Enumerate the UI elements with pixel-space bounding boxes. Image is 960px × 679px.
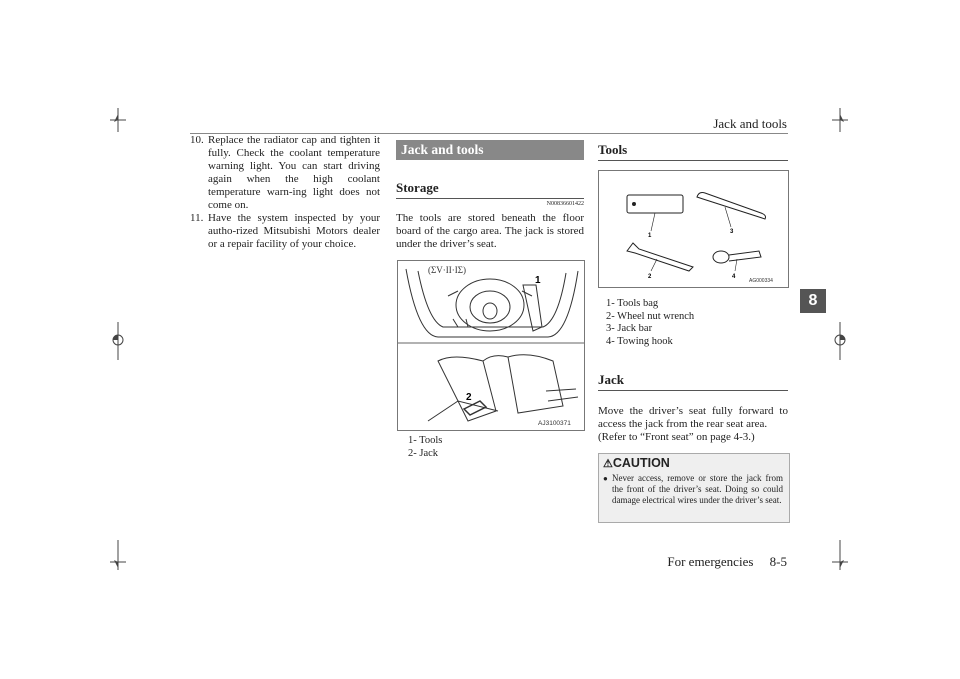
tool-label-3: 3 — [730, 229, 734, 235]
svg-text:(ΣV·ΙΙ·ΙΣ): (ΣV·ΙΙ·ΙΣ) — [428, 265, 466, 275]
storage-section — [396, 140, 584, 251]
item-text: Have the system inspected by your autho-rized Mitsubishi Motors dealer or a repair facility of your choice. — [208, 212, 380, 250]
figure-code: AG000334 — [749, 278, 773, 284]
list-item — [190, 134, 380, 212]
towing-hook-eye — [713, 251, 729, 263]
tools-drawing — [599, 171, 788, 287]
tools-title: Tools — [598, 140, 788, 161]
cargo-and-seat-drawing — [398, 261, 584, 430]
bullet-icon: ● — [603, 474, 608, 483]
procedure-list — [190, 134, 380, 251]
jack-bar-shape — [697, 193, 766, 220]
caution-box — [598, 453, 790, 523]
legend-item: 1- Tools bag — [606, 298, 659, 309]
warning-triangle-icon: ⚠ — [603, 458, 613, 470]
legend-item: 2- Jack — [408, 447, 439, 459]
caution-heading — [603, 456, 670, 470]
callout-2: 2 — [466, 392, 472, 403]
subsection-title: Storage — [396, 178, 584, 199]
tool-label-2: 2 — [648, 274, 652, 280]
legend-item: 3- Jack bar — [606, 323, 653, 334]
chapter-tab: 8 — [800, 289, 826, 313]
storage-legend — [408, 435, 442, 460]
caution-text: Never access, remove or store the jack from the front of the driver’s seat. Doing so could damage electrical wires under the driver’s seat. — [612, 473, 783, 505]
item-number: 11. — [190, 212, 204, 224]
legend-item: 4- Towing hook — [606, 335, 673, 347]
item-number: 10. — [190, 134, 204, 146]
caution-label: CAUTION — [612, 456, 670, 470]
jack-title: Jack — [598, 370, 788, 391]
reference-code: N00836601422 — [546, 201, 584, 207]
callout-1: 1 — [535, 275, 541, 286]
legend-item: 1- Tools — [408, 435, 443, 446]
figure-code: AJ3100371 — [538, 420, 571, 427]
jack-body-text — [598, 405, 788, 444]
jack-reference: (Refer to “Front seat” on page 4-3.) — [598, 431, 755, 443]
storage-body-text: The tools are stored beneath the floor board of the cargo area. The jack is stored under the driver’s seat. — [396, 212, 584, 250]
wheel-wrench-shape — [627, 243, 693, 271]
tool-label-4: 4 — [732, 274, 736, 280]
tools-illustration — [598, 170, 789, 288]
legend-item: 2- Wheel nut wrench — [606, 310, 695, 322]
running-header-title: Jack and tools — [713, 116, 787, 131]
running-footer — [600, 554, 787, 570]
caution-item — [603, 473, 783, 506]
section-title-bar: Jack and tools — [396, 140, 584, 160]
page-number: 8-5 — [769, 554, 787, 569]
item-text: Replace the radiator cap and tighten it fully. Check the coolant temperature warning light. You can start driving again when the high coolant temperature warn-ing light does not come on. — [208, 134, 380, 211]
tools-legend — [606, 298, 694, 348]
footer-section: For emergencies — [667, 554, 754, 569]
list-item — [190, 212, 380, 251]
jack-instruction: Move the driver’s seat fully forward to access the jack from the rear seat area. — [598, 405, 788, 430]
tool-label-1: 1 — [648, 233, 652, 239]
storage-illustration — [397, 260, 585, 431]
